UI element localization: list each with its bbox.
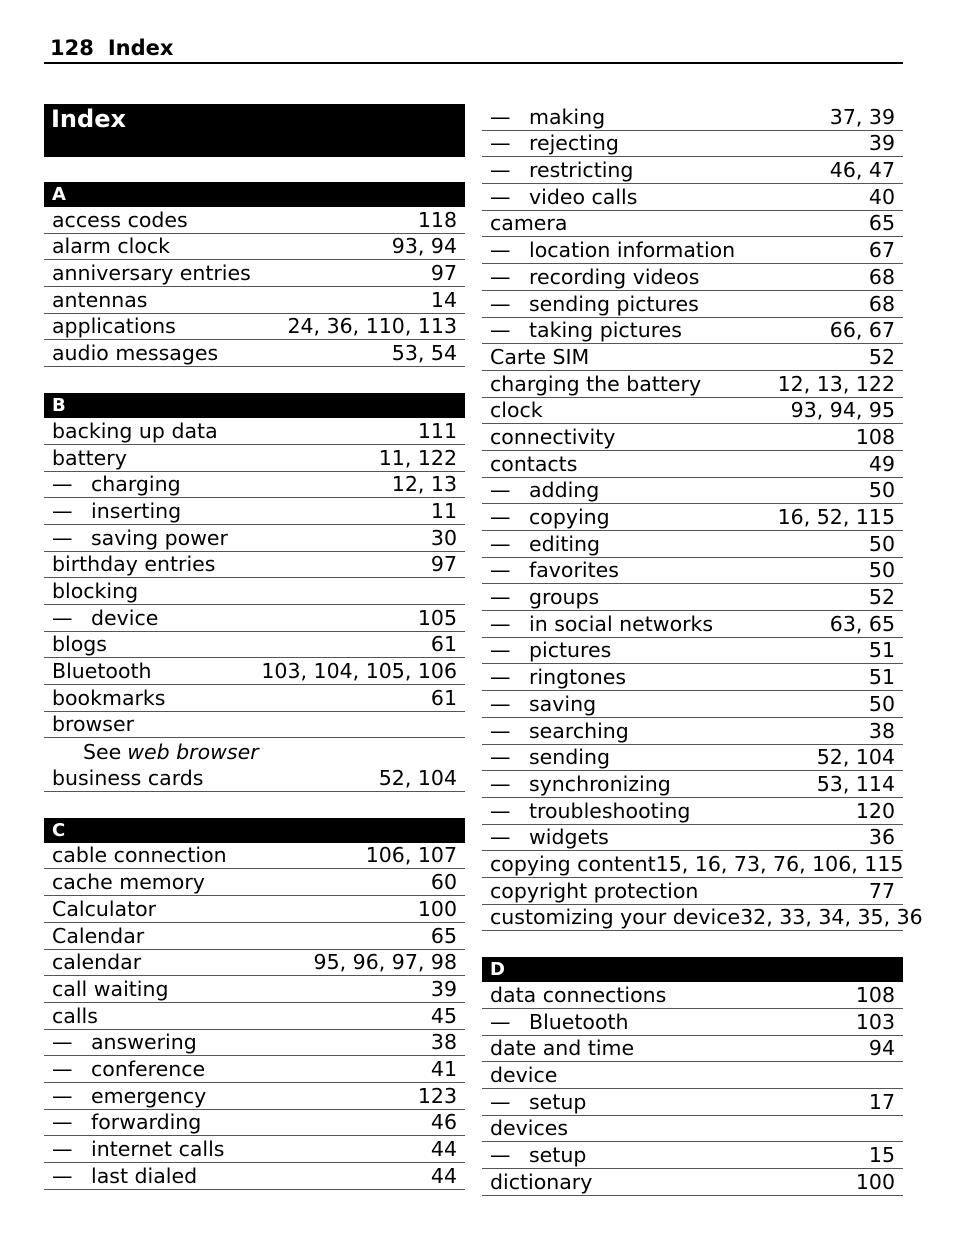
subentry-dash: — — [490, 585, 511, 610]
entry-pages: 103 — [855, 1009, 895, 1034]
entry-term: synchronizing — [529, 771, 671, 796]
entry-term: searching — [529, 718, 629, 743]
entry-term: blogs — [52, 632, 107, 657]
subentry-dash: — — [490, 771, 511, 796]
index-title: Index — [44, 104, 465, 157]
entry-term: adding — [529, 478, 600, 503]
entry-term: conference — [91, 1056, 206, 1081]
entry-term: making — [529, 104, 606, 129]
index-entry — [44, 287, 465, 314]
entry-pages: 118 — [417, 207, 457, 232]
entry-pages: 51 — [868, 665, 895, 690]
index-subentry — [44, 1083, 465, 1110]
entry-term: editing — [529, 531, 601, 556]
index-entry — [44, 260, 465, 287]
entry-pages: 111 — [417, 418, 457, 443]
entry-pages: 49 — [868, 451, 895, 476]
entry-pages: 44 — [430, 1163, 457, 1188]
entry-term: camera — [490, 211, 568, 236]
index-entry — [482, 451, 903, 478]
entry-term: setup — [529, 1089, 587, 1114]
entry-term: ringtones — [529, 665, 626, 690]
entry-term: bookmarks — [52, 685, 166, 710]
entry-term: setup — [529, 1143, 587, 1168]
index-subentry — [44, 1110, 465, 1137]
index-subentry — [482, 504, 903, 531]
entry-pages: 106, 107 — [365, 843, 457, 868]
entry-pages: 15, 16, 73, 76, 106, 115 — [655, 851, 904, 876]
index-entry — [44, 445, 465, 472]
entry-term: business cards — [52, 765, 204, 790]
entry-term: audio messages — [52, 341, 219, 366]
subentry-dash: — — [490, 318, 511, 343]
index-entry — [44, 950, 465, 977]
index-subentry — [482, 1089, 903, 1116]
page-header-title: Index — [107, 36, 174, 60]
index-entry — [482, 424, 903, 451]
index-subentry — [482, 184, 903, 211]
index-entry — [44, 207, 465, 234]
index-subentry — [44, 1030, 465, 1057]
entry-pages: 103, 104, 105, 106 — [261, 659, 457, 683]
entry-pages: 50 — [868, 478, 895, 503]
index-subentry — [482, 691, 903, 718]
index-entry — [482, 1036, 903, 1063]
entry-pages: 52, 104 — [378, 765, 457, 790]
entry-pages: 39 — [430, 976, 457, 1001]
entry-pages: 32, 33, 34, 35, 36 — [740, 905, 923, 930]
index-subentry — [44, 1056, 465, 1083]
entry-pages: 24, 36, 110, 113 — [287, 314, 457, 339]
entry-pages: 61 — [430, 632, 457, 657]
entry-pages: 15 — [868, 1143, 895, 1168]
subentry-dash: — — [490, 131, 511, 156]
subentry-dash: — — [52, 472, 73, 497]
index-entry — [482, 211, 903, 238]
spacer — [44, 792, 465, 818]
entry-pages: 37, 39 — [829, 104, 895, 129]
index-entry — [44, 685, 465, 712]
subentry-dash: — — [52, 605, 73, 630]
entry-term: copyright protection — [490, 878, 699, 903]
entry-term: troubleshooting — [529, 798, 691, 823]
entry-pages: 40 — [868, 184, 895, 209]
entry-pages: 52 — [868, 344, 895, 369]
entry-term: calls — [52, 1003, 98, 1028]
entry-pages: 41 — [430, 1056, 457, 1081]
entry-pages: 50 — [868, 558, 895, 583]
section-header-d: D — [482, 957, 903, 982]
subentry-dash: — — [490, 558, 511, 583]
entry-term: cable connection — [52, 843, 227, 868]
index-entry — [44, 1003, 465, 1030]
entry-term: widgets — [529, 825, 609, 850]
index-subentry — [44, 1163, 465, 1190]
entry-pages: 12, 13 — [391, 472, 457, 497]
subentry-dash: — — [490, 718, 511, 743]
index-entry — [482, 398, 903, 425]
index-subentry — [482, 531, 903, 558]
entry-pages: 38 — [430, 1030, 457, 1055]
entry-term: backing up data — [52, 418, 218, 443]
entry-term: Carte SIM — [490, 344, 590, 369]
subentry-dash: — — [490, 158, 511, 183]
entry-pages: 77 — [868, 878, 895, 903]
entry-term: video calls — [529, 184, 638, 209]
index-entry — [44, 314, 465, 341]
entry-term: dictionary — [490, 1169, 593, 1194]
subentry-dash: — — [490, 478, 511, 503]
section-header-c: C — [44, 818, 465, 843]
entry-pages: 17 — [868, 1089, 895, 1114]
entry-pages: 66, 67 — [829, 318, 895, 343]
page-number: 128 — [50, 36, 94, 60]
entry-term: anniversary entries — [52, 261, 251, 286]
entry-pages: 120 — [855, 798, 895, 823]
entry-term: forwarding — [91, 1110, 202, 1135]
subentry-dash: — — [52, 1083, 73, 1108]
index-subentry — [482, 638, 903, 665]
entry-term: contacts — [490, 451, 578, 476]
entry-term: groups — [529, 585, 600, 610]
entry-term: birthday entries — [52, 552, 216, 577]
index-subentry — [482, 718, 903, 745]
index-entry — [44, 418, 465, 445]
entry-term: Calculator — [52, 896, 157, 921]
index-subentry — [44, 605, 465, 632]
entry-term: call waiting — [52, 976, 169, 1001]
entry-term: inserting — [91, 498, 182, 523]
entry-term: saving power — [91, 525, 228, 550]
entry-term: in social networks — [529, 611, 714, 636]
index-subentry — [44, 525, 465, 552]
entry-term: restricting — [529, 158, 634, 183]
index-subentry — [482, 291, 903, 318]
subentry-dash: — — [52, 1137, 73, 1161]
entry-pages: 123 — [417, 1083, 457, 1108]
entry-term: browser — [52, 712, 135, 737]
index-subentry — [482, 1142, 903, 1169]
subentry-dash: — — [490, 1089, 511, 1114]
entry-term: Bluetooth — [529, 1009, 629, 1034]
index-entry — [482, 982, 903, 1009]
index-subentry — [44, 1136, 465, 1163]
entry-term: calendar — [52, 950, 142, 975]
index-entry — [44, 923, 465, 950]
see-target: web browser — [127, 740, 259, 765]
entry-pages: 95, 96, 97, 98 — [313, 950, 457, 975]
index-subentry — [482, 825, 903, 852]
entry-term: applications — [52, 314, 176, 339]
spacer — [44, 367, 465, 393]
entry-pages: 100 — [417, 896, 457, 921]
entry-term: last dialed — [91, 1163, 198, 1188]
index-entry — [44, 765, 465, 792]
subentry-dash: — — [490, 1143, 511, 1168]
index-subentry — [482, 318, 903, 345]
index-subentry — [482, 664, 903, 691]
page-header — [44, 34, 903, 64]
entry-term: sending pictures — [529, 291, 699, 316]
entry-pages: 44 — [430, 1137, 457, 1161]
index-entry — [44, 632, 465, 659]
index-entry — [44, 869, 465, 896]
entry-pages: 108 — [855, 983, 895, 1007]
index-subentry — [482, 611, 903, 638]
entry-pages: 100 — [855, 1169, 895, 1194]
index-subentry — [482, 237, 903, 264]
index-subentry — [482, 131, 903, 158]
index-subentry — [482, 157, 903, 184]
subentry-dash: — — [490, 665, 511, 690]
entry-pages: 39 — [868, 131, 895, 156]
index-entry — [482, 1062, 903, 1089]
index-entry — [482, 905, 923, 932]
index-entry — [44, 896, 465, 923]
entry-pages: 52 — [868, 585, 895, 610]
entry-term: date and time — [490, 1036, 635, 1061]
entry-pages: 11, 122 — [378, 445, 457, 470]
index-subentry — [482, 584, 903, 611]
entry-pages: 93, 94, 95 — [790, 398, 895, 423]
entry-pages: 36 — [868, 825, 895, 850]
entry-term: customizing your device — [490, 905, 741, 930]
subentry-dash: — — [52, 1110, 73, 1135]
entry-term: device — [490, 1063, 558, 1088]
entry-pages: 12, 13, 122 — [777, 371, 895, 396]
index-entry — [44, 578, 465, 605]
index-entry — [44, 552, 465, 579]
subentry-dash: — — [490, 611, 511, 636]
subentry-dash: — — [490, 745, 511, 770]
entry-pages: 14 — [430, 287, 457, 312]
subentry-dash: — — [490, 825, 511, 850]
index-entry — [482, 878, 903, 905]
entry-pages: 61 — [430, 685, 457, 710]
entry-pages: 68 — [868, 264, 895, 289]
entry-term: access codes — [52, 207, 188, 232]
entry-pages: 46 — [430, 1110, 457, 1135]
subentry-dash: — — [52, 1056, 73, 1081]
index-subentry — [482, 104, 903, 131]
entry-term: charging the battery — [490, 371, 702, 396]
index-entry — [482, 371, 903, 398]
entry-pages: 30 — [430, 525, 457, 550]
entry-pages: 46, 47 — [829, 158, 895, 183]
entry-term: copying — [529, 505, 610, 529]
entry-pages: 67 — [868, 238, 895, 263]
subentry-dash: — — [490, 104, 511, 129]
subentry-dash: — — [490, 238, 511, 263]
index-entry — [44, 658, 465, 685]
entry-term: device — [91, 605, 159, 630]
entry-term: battery — [52, 445, 127, 470]
index-column-right — [482, 104, 923, 1196]
entry-term: devices — [490, 1116, 569, 1141]
entry-term: data connections — [490, 983, 667, 1007]
entry-pages: 45 — [430, 1003, 457, 1028]
index-entry — [482, 1116, 903, 1143]
see-prefix: See — [83, 740, 122, 765]
subentry-dash: — — [490, 638, 511, 663]
entry-pages: 105 — [417, 605, 457, 630]
index-subentry — [482, 771, 903, 798]
entry-pages: 52, 104 — [816, 745, 895, 770]
entry-term: sending — [529, 745, 610, 770]
subentry-dash: — — [52, 525, 73, 550]
index-subentry — [482, 1009, 903, 1036]
entry-term: taking pictures — [529, 318, 682, 343]
spacer — [482, 931, 903, 957]
entry-term: clock — [490, 398, 543, 423]
entry-pages: 65 — [868, 211, 895, 236]
subentry-dash: — — [490, 264, 511, 289]
index-entry — [44, 234, 465, 261]
section-header-a: A — [44, 182, 465, 207]
entry-pages: 11 — [430, 498, 457, 523]
entry-term: rejecting — [529, 131, 619, 156]
entry-term: internet calls — [91, 1137, 225, 1161]
entry-pages: 97 — [430, 552, 457, 577]
index-entry — [44, 843, 465, 870]
entry-term: cache memory — [52, 870, 205, 895]
subentry-dash: — — [52, 1163, 73, 1188]
entry-term: emergency — [91, 1083, 207, 1108]
entry-pages: 53, 54 — [391, 341, 457, 366]
index-entry — [44, 976, 465, 1003]
index-subentry — [482, 798, 903, 825]
index-entry — [482, 851, 903, 878]
index-subentry — [44, 472, 465, 499]
entry-pages: 68 — [868, 291, 895, 316]
section-header-b: B — [44, 393, 465, 418]
index-subentry — [482, 745, 903, 772]
entry-pages: 38 — [868, 718, 895, 743]
entry-pages: 93, 94 — [391, 234, 457, 259]
entry-term: recording videos — [529, 264, 700, 289]
index-subentry — [482, 478, 903, 505]
entry-term: pictures — [529, 638, 612, 663]
entry-pages: 108 — [855, 424, 895, 449]
subentry-dash: — — [490, 505, 511, 529]
entry-term: charging — [91, 472, 181, 497]
subentry-dash: — — [490, 691, 511, 716]
entry-term: answering — [91, 1030, 197, 1055]
entry-pages: 53, 114 — [816, 771, 895, 796]
subentry-dash: — — [490, 531, 511, 556]
entry-term: saving — [529, 691, 597, 716]
subentry-dash: — — [490, 184, 511, 209]
entry-term: copying content — [490, 851, 656, 876]
spacer — [44, 157, 465, 182]
entry-term: antennas — [52, 287, 148, 312]
entry-term: favorites — [529, 558, 619, 583]
index-subentry — [482, 264, 903, 291]
subentry-dash: — — [490, 291, 511, 316]
entry-pages: 50 — [868, 531, 895, 556]
entry-pages: 63, 65 — [829, 611, 895, 636]
entry-term: alarm clock — [52, 234, 171, 259]
entry-term: connectivity — [490, 424, 616, 449]
entry-term: Bluetooth — [52, 659, 152, 683]
entry-pages: 97 — [430, 261, 457, 286]
subentry-dash: — — [490, 798, 511, 823]
index-subentry — [44, 498, 465, 525]
entry-pages: 16, 52, 115 — [777, 505, 895, 529]
subentry-dash: — — [52, 498, 73, 523]
index-entry — [482, 344, 903, 371]
index-entry — [44, 712, 465, 739]
index-subentry — [482, 558, 903, 585]
see-reference — [44, 738, 465, 765]
subentry-dash: — — [490, 1009, 511, 1034]
index-column-left — [44, 104, 465, 1190]
entry-pages: 50 — [868, 691, 895, 716]
subentry-dash: — — [52, 1030, 73, 1055]
index-entry — [44, 340, 465, 367]
entry-term: blocking — [52, 578, 139, 603]
index-entry — [482, 1169, 903, 1196]
entry-term: location information — [529, 238, 736, 263]
entry-pages: 65 — [430, 923, 457, 948]
entry-pages: 94 — [868, 1036, 895, 1061]
entry-term: Calendar — [52, 923, 145, 948]
entry-pages: 51 — [868, 638, 895, 663]
entry-pages: 60 — [430, 870, 457, 895]
